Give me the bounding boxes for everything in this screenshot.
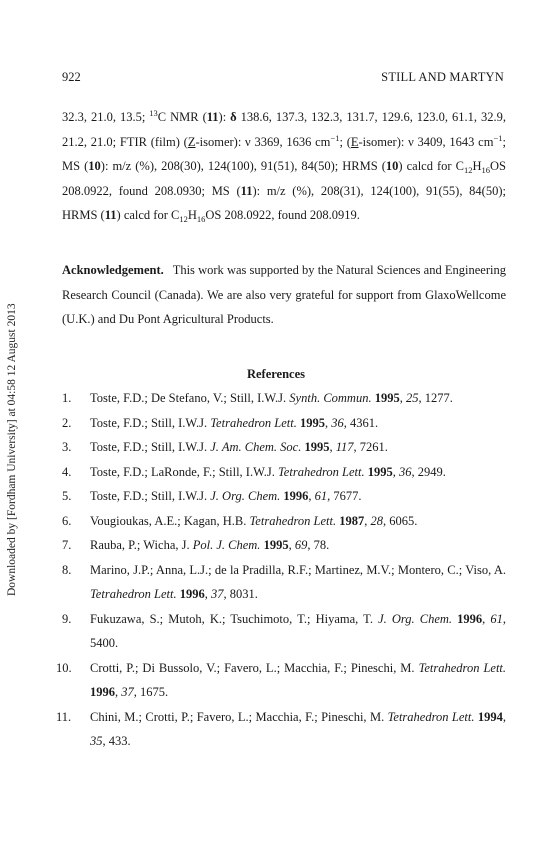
reference-journal: Tetrahedron Lett. xyxy=(249,513,337,528)
reference-number: 1. xyxy=(62,391,72,405)
reference-pages: 8031. xyxy=(229,587,258,601)
reference-number: 6. xyxy=(62,513,72,528)
reference-journal: Tetrahedron Lett. xyxy=(90,587,177,601)
reference-pages: 5400. xyxy=(90,636,119,650)
reference-pages: 7261. xyxy=(359,440,388,454)
reference-citation: Toste, F.D.; Still, I.W.J. J. Am. Chem. Soc. 1995, 117, 7261. xyxy=(90,440,388,454)
reference-number: 10. xyxy=(56,660,72,675)
reference-authors: Toste, F.D.; Still, I.W.J. xyxy=(90,440,208,454)
reference-item xyxy=(62,533,506,558)
reference-volume: 28 xyxy=(370,513,383,528)
reference-authors: Chini, M.; Crotti, P.; Favero, L.; Macchia, F.; Pineschi, M. xyxy=(90,709,385,724)
reference-item xyxy=(62,607,506,656)
references-list xyxy=(56,386,507,754)
reference-volume: 37 xyxy=(121,685,134,699)
reference-citation: Chini, M.; Crotti, P.; Favero, L.; Macchia, F.; Pineschi, M. Tetrahedron Lett. 1994, 35, 433. xyxy=(90,709,507,748)
reference-year: 1995 xyxy=(299,415,325,430)
reference-number: 4. xyxy=(62,464,72,479)
reference-year: 1987 xyxy=(339,513,365,528)
reference-volume: 36 xyxy=(331,415,344,430)
reference-number: 3. xyxy=(62,440,72,454)
reference-pages: 78. xyxy=(313,538,330,552)
reference-item xyxy=(62,435,506,460)
reference-number: 2. xyxy=(62,415,72,430)
reference-item xyxy=(62,411,506,436)
reference-authors: Crotti, P.; Di Bussolo, V.; Favero, L.; Macchia, F.; Pineschi, M. xyxy=(90,660,415,675)
reference-volume: 117 xyxy=(335,440,354,454)
reference-item xyxy=(62,460,506,485)
reference-citation: Crotti, P.; Di Bussolo, V.; Favero, L.; Macchia, F.; Pineschi, M. Tetrahedron Lett. 1996, 37, 1675. xyxy=(90,660,507,699)
reference-journal: Tetrahedron Lett. xyxy=(418,660,507,675)
reference-pages: 2949. xyxy=(417,464,446,479)
reference-authors: Vougioukas, A.E.; Kagan, H.B. xyxy=(90,513,247,528)
reference-item xyxy=(62,484,506,509)
reference-authors: Toste, F.D.; De Stefano, V.; Still, I.W.J. xyxy=(90,391,287,405)
reference-journal: Tetrahedron Lett. xyxy=(210,415,297,430)
reference-volume: 35 xyxy=(90,734,103,748)
reference-citation: Toste, F.D.; Still, I.W.J. J. Org. Chem. 1996, 61, 7677. xyxy=(90,489,362,503)
acknowledgement-paragraph xyxy=(62,258,506,332)
reference-journal: Synth. Commun. xyxy=(289,391,372,405)
reference-item xyxy=(56,656,507,705)
reference-pages: 1675. xyxy=(140,685,169,699)
reference-pages: 4361. xyxy=(349,415,379,430)
reference-year: 1996 xyxy=(283,489,309,503)
reference-item xyxy=(56,705,507,754)
reference-year: 1995 xyxy=(374,391,400,405)
reference-authors: Rauba, P.; Wicha, J. xyxy=(90,538,190,552)
reference-citation: Toste, F.D.; Still, I.W.J. Tetrahedron Lett. 1995, 36, 4361. xyxy=(90,415,379,430)
running-head: STILL AND MARTYN xyxy=(381,70,504,84)
reference-number: 7. xyxy=(62,538,72,552)
reference-journal: Pol. J. Chem. xyxy=(192,538,261,552)
reference-volume: 69 xyxy=(294,538,308,552)
reference-journal: Tetrahedron Lett. xyxy=(387,709,475,724)
reference-authors: Fukuzawa, S.; Mutoh, K.; Tsuchimoto, T.; Hiyama, T. xyxy=(90,611,373,626)
reference-citation: Marino, J.P.; Anna, L.J.; de la Pradilla, R.F.; Martinez, M.V.; Montero, C.; Viso, A. Tetrahedron Lett. 1996, 37, 8031. xyxy=(90,562,506,601)
reference-authors: Marino, J.P.; Anna, L.J.; de la Pradilla, R.F.; Martinez, M.V.; Montero, C.; Viso, A. xyxy=(90,562,506,577)
reference-volume: 36 xyxy=(398,464,412,479)
reference-authors: Toste, F.D.; Still, I.W.J. xyxy=(90,415,208,430)
reference-journal: J. Org. Chem. xyxy=(210,489,281,503)
reference-citation: Vougioukas, A.E.; Kagan, H.B. Tetrahedron Lett. 1987, 28, 6065. xyxy=(90,513,418,528)
reference-pages: 433. xyxy=(108,734,131,748)
reference-year: 1996 xyxy=(457,611,483,626)
reference-journal: J. Am. Chem. Soc. xyxy=(210,440,302,454)
reference-authors: Toste, F.D.; Still, I.W.J. xyxy=(90,489,208,503)
reference-pages: 6065. xyxy=(389,513,418,528)
acknowledgement-text: This work was supported by the Natural Sciences and Engineering Research Council (Canada). We are also very grateful for support from GlaxoWellcome (U.K.) and Du Pont Agricultural Products. xyxy=(62,263,506,326)
reference-year: 1995 xyxy=(263,538,289,552)
reference-year: 1994 xyxy=(477,709,503,724)
reference-number: 11. xyxy=(56,709,72,724)
reference-pages: 7677. xyxy=(333,489,362,503)
reference-authors: Toste, F.D.; LaRonde, F.; Still, I.W.J. xyxy=(90,464,275,479)
reference-item xyxy=(62,386,506,411)
reference-volume: 61 xyxy=(490,611,503,626)
references-title: References xyxy=(246,367,306,381)
download-watermark: Downloaded by [Fordham University] at 04:58 12 August 2013 xyxy=(6,303,18,596)
reference-citation: Toste, F.D.; LaRonde, F.; Still, I.W.J. Tetrahedron Lett. 1995, 36, 2949. xyxy=(90,464,446,479)
reference-year: 1996 xyxy=(90,685,115,699)
reference-number: 5. xyxy=(62,489,72,503)
reference-citation: Fukuzawa, S.; Mutoh, K.; Tsuchimoto, T.; Hiyama, T. J. Org. Chem. 1996, 61, 5400. xyxy=(90,611,507,650)
reference-year: 1995 xyxy=(367,464,393,479)
acknowledgement-title: Acknowledgement. xyxy=(62,263,164,277)
reference-number: 9. xyxy=(62,611,72,626)
reference-item xyxy=(62,558,506,607)
reference-volume: 61 xyxy=(314,489,328,503)
reference-citation: Rauba, P.; Wicha, J. Pol. J. Chem. 1995, 69, 78. xyxy=(90,538,330,552)
reference-journal: J. Org. Chem. xyxy=(378,611,453,626)
reference-number: 8. xyxy=(62,562,72,577)
reference-year: 1995 xyxy=(304,440,330,454)
reference-pages: 1277. xyxy=(424,391,453,405)
page-number: 922 xyxy=(62,70,81,84)
reference-citation: Toste, F.D.; De Stefano, V.; Still, I.W.J. Synth. Commun. 1995, 25, 1277. xyxy=(90,391,453,405)
reference-volume: 37 xyxy=(210,587,224,601)
reference-item xyxy=(62,509,506,534)
reference-year: 1996 xyxy=(179,587,205,601)
reference-journal: Tetrahedron Lett. xyxy=(278,464,365,479)
reference-volume: 25 xyxy=(405,391,419,405)
spectral-data-paragraph xyxy=(62,105,506,228)
spectral-data-text: 32.3, 21.0, 13.5; $^{13}$C NMR (11): δ 138.6, 137.3, 132.3, 131.7, 129.6, 123.0, 61.1, 32.9, 21.2, 21.0; FTIR (film) (Z-isomer): ν 3369, 1636 $cm^{-1}$; (E-isomer): ν 3409, 1643 $cm^{-1}$; MS (10): m/z (%), 208(30), 124(100), 91(51), 84(50); HRMS (10) calcd for $C_{12}H_{16}OS$ 208.0922, found 208.0930; MS (11): m/z (%), 208(31), 124(100), 91(55), 84(50); HRMS (11) calcd for $C_{12}H_{16}OS$ 208.0922, found 208.0919. xyxy=(62,108,507,224)
